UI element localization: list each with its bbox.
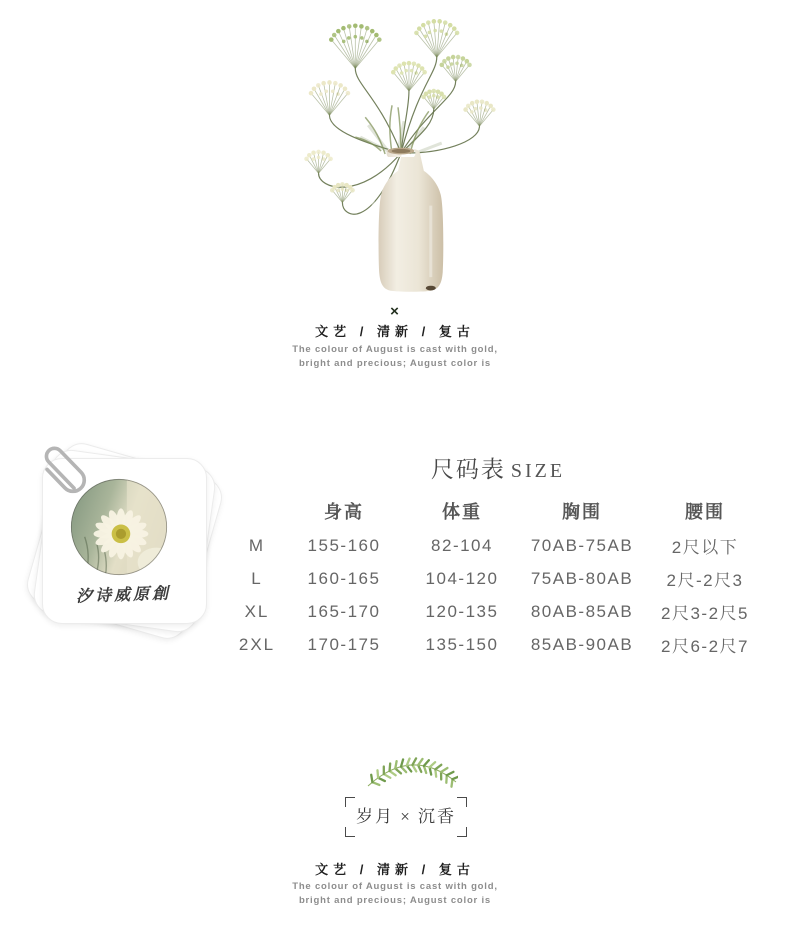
size-chart-title xyxy=(228,451,768,485)
cell-waist: 2尺以下 xyxy=(671,538,739,557)
header-spacer xyxy=(228,496,286,526)
row-size-label: L xyxy=(251,568,263,588)
vase-illustration xyxy=(285,2,517,300)
cell-height: 160-165 xyxy=(307,568,381,588)
footer-tagline: 文艺 / 清新 / 复古 xyxy=(315,862,475,877)
cell-height: 165-170 xyxy=(307,601,381,621)
vase-mouth-inner xyxy=(392,149,411,153)
col-header-weight: 体重 xyxy=(442,502,482,522)
cell-height: 155-160 xyxy=(307,535,381,555)
size-chart-title-cn: 尺码表 xyxy=(430,456,506,482)
cell-weight: 104-120 xyxy=(425,568,499,588)
row-size-label: XL xyxy=(244,601,270,621)
vase-blemish xyxy=(426,286,436,291)
cell-waist: 2尺3-2尺5 xyxy=(661,604,749,623)
cell-bust: 70AB-75AB xyxy=(530,535,634,555)
cell-weight: 120-135 xyxy=(425,601,499,621)
row-size-label: M xyxy=(248,535,266,555)
cell-bust: 80AB-85AB xyxy=(530,601,634,621)
stamp-text: 岁月 × 沉香 xyxy=(355,807,457,826)
cell-waist: 2尺-2尺3 xyxy=(666,571,744,590)
hero-subtitle-line1: The colour of August is cast with gold, xyxy=(292,344,498,355)
cell-weight: 135-150 xyxy=(425,634,499,654)
brand-signature: 汐诗威原創 xyxy=(75,583,172,606)
cell-bust: 85AB-90AB xyxy=(530,634,634,654)
cell-height: 170-175 xyxy=(307,634,381,654)
size-chart-title-en: SIZE xyxy=(510,460,566,482)
hero-subtitle-line2: bright and precious; August color is xyxy=(298,358,492,369)
col-header-height: 身高 xyxy=(324,502,364,522)
size-table xyxy=(228,496,768,661)
stamp-frame xyxy=(345,797,467,837)
row-size-label: 2XL xyxy=(238,634,276,654)
cell-bust: 75AB-80AB xyxy=(530,568,634,588)
foliage-strokes xyxy=(355,105,429,154)
x-divider: × xyxy=(390,303,400,320)
hero-tagline: 文艺 / 清新 / 复古 xyxy=(315,324,475,339)
laurel-branch-icon xyxy=(362,752,458,796)
daisy-photo xyxy=(70,478,168,576)
cell-waist: 2尺6-2尺7 xyxy=(661,637,749,656)
cell-weight: 82-104 xyxy=(431,535,493,555)
col-header-bust: 胸围 xyxy=(562,502,602,522)
brand-badge xyxy=(42,458,205,622)
footer-subtitle-line2: bright and precious; August color is xyxy=(298,895,492,906)
col-header-waist: 腰围 xyxy=(685,502,725,522)
vase-body xyxy=(379,149,444,292)
footer-subtitle-line1: The colour of August is cast with gold, xyxy=(292,881,498,892)
